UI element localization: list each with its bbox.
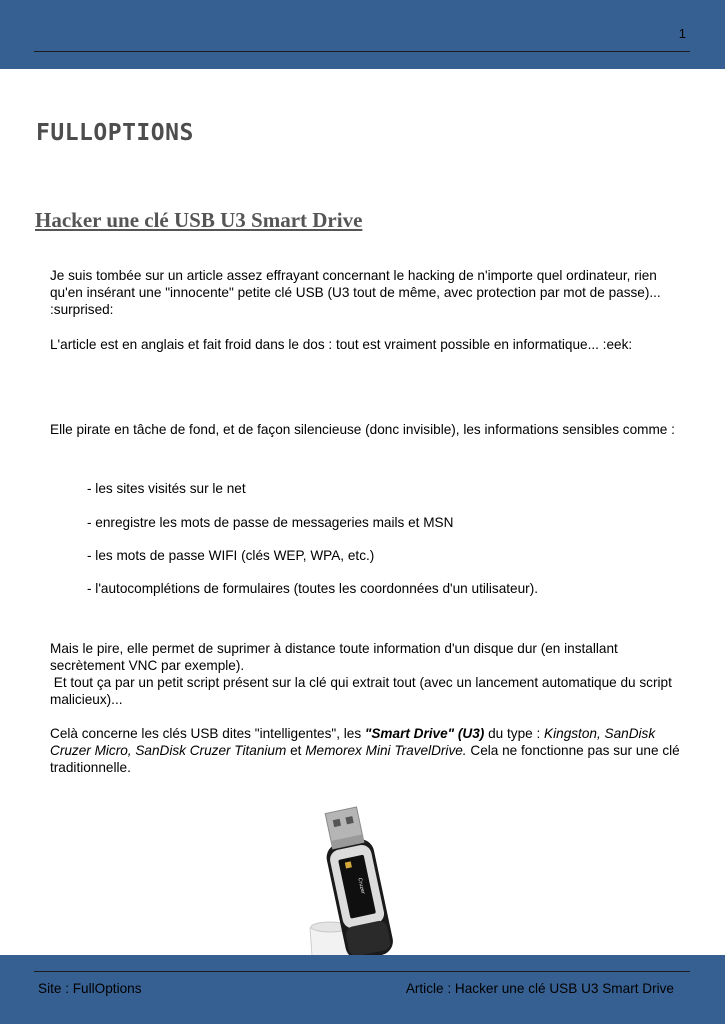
intro-paragraph: Je suis tombée sur un article assez effrayant concernant le hacking de n'importe quel ordinateur, rien qu'en insérant une "innocente" petite clé USB (U3 tout de même, avec protection par mot de passe)... :surprised: [50,268,661,317]
english-article-paragraph: L'article est en anglais et fait froid dans le dos : tout est vraiment possible en informatique... :eek: [50,337,633,352]
svg-text:Cruzer: Cruzer [356,877,366,895]
drives-text: du type : [484,726,545,741]
remote-deletion-paragraph [50,640,680,708]
drive-brand-list: Kingston, SanDisk Cruzer Micro, SanDisk Cruzer Titanium [50,726,656,758]
list-item: - enregistre les mots de passe de messageries mails et MSN [87,515,454,530]
header-rule [34,51,690,52]
site-title: FULLOPTIONS [36,120,194,146]
script-extraction-line: Et tout ça par un petit script présent sur la clé qui extrait tout (avec un lancement automatique du script malicieux)... [50,675,676,707]
remote-deletion-line: Mais le pire, elle permet de suprimer à distance toute information d'un disque dur (en installant secrètement VNC par exemple). [50,641,618,673]
drives-text: et [286,743,306,758]
footer-article-label: Article : Hacker une clé USB U3 Smart Drive [405,981,674,996]
article-title: Hacker une clé USB U3 Smart Drive [35,208,363,232]
footer-rule [34,971,690,972]
list-item: - l'autocomplétions de formulaires (toutes les coordonnées d'un utilisateur). [87,581,538,596]
compatible-drives-paragraph [50,725,680,776]
list-item: - les mots de passe WIFI (clés WEP, WPA, etc.) [87,548,375,563]
page-number: 1 [678,26,686,41]
footer-site-label: Site : FullOptions [38,981,142,996]
silent-piracy-paragraph: Elle pirate en tâche de fond, et de façon silencieuse (donc invisible), les informations sensibles comme : [50,422,675,437]
page-header-band [0,0,725,69]
drives-text: Cela ne fonctionne pas sur une clé traditionnelle. [50,743,680,775]
usb-drive-photo [300,806,420,961]
list-item: - les sites visités sur le net [87,481,246,496]
drives-text: Celà concerne les clés USB dites "intelligentes", les [50,726,365,741]
smart-drive-label: "Smart Drive" (U3) [364,726,485,741]
drive-brand-memorex: Memorex Mini TravelDrive. [305,743,467,758]
